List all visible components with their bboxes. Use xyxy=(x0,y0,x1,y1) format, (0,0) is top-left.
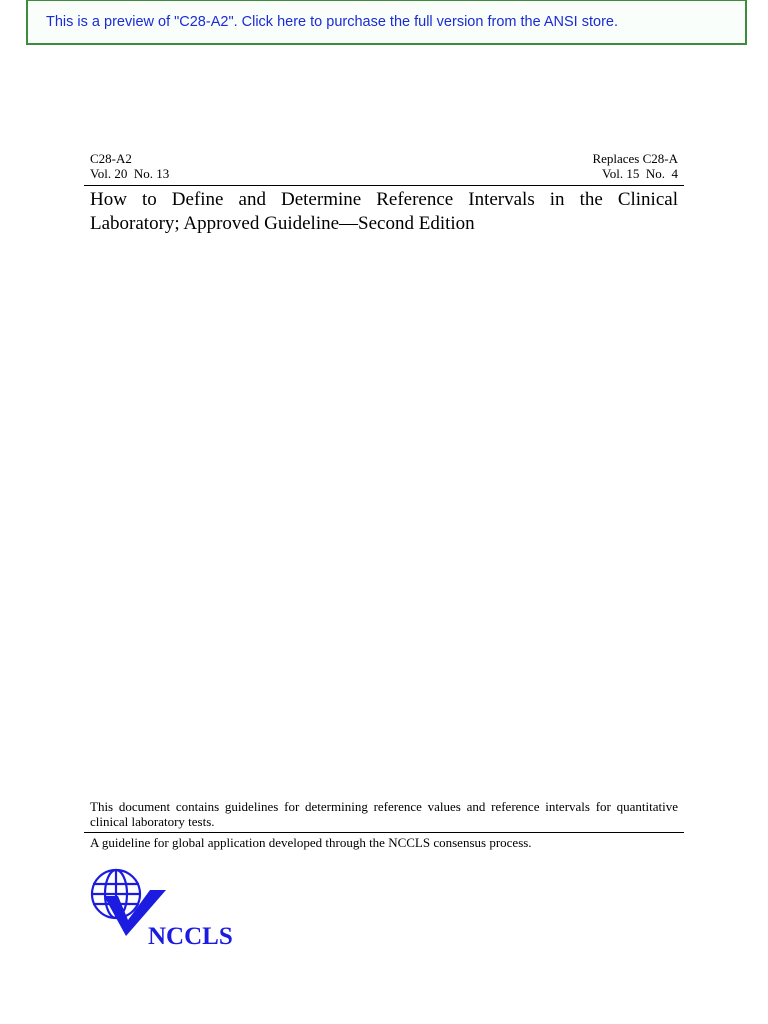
header-divider xyxy=(84,185,684,186)
document-title: How to Define and Determine Reference Intervals in the Clinical Laboratory; Approved Guideline—Second Edition xyxy=(90,189,678,234)
document-volume: Vol. 20 No. 13 xyxy=(90,166,170,181)
replaces-volume: Vol. 15 No. 4 xyxy=(602,166,678,181)
logo-text: NCCLS xyxy=(148,923,233,950)
document-summary: This document contains guidelines for determining reference values and reference intervals for quantitative clinical laboratory tests. xyxy=(90,799,678,829)
replaces-block xyxy=(592,151,678,181)
preview-banner-link[interactable]: This is a preview of "C28-A2". Click here to purchase the full version from the ANSI store. xyxy=(46,14,619,30)
replaces-label: Replaces C28-A xyxy=(592,151,678,166)
document-id: C28-A2 xyxy=(90,151,132,166)
nccls-logo xyxy=(88,866,258,950)
summary-divider xyxy=(84,832,684,833)
preview-purchase-banner[interactable] xyxy=(26,0,747,45)
guideline-note: A guideline for global application developed through the NCCLS consensus process. xyxy=(90,835,532,850)
document-id-block xyxy=(90,151,169,181)
